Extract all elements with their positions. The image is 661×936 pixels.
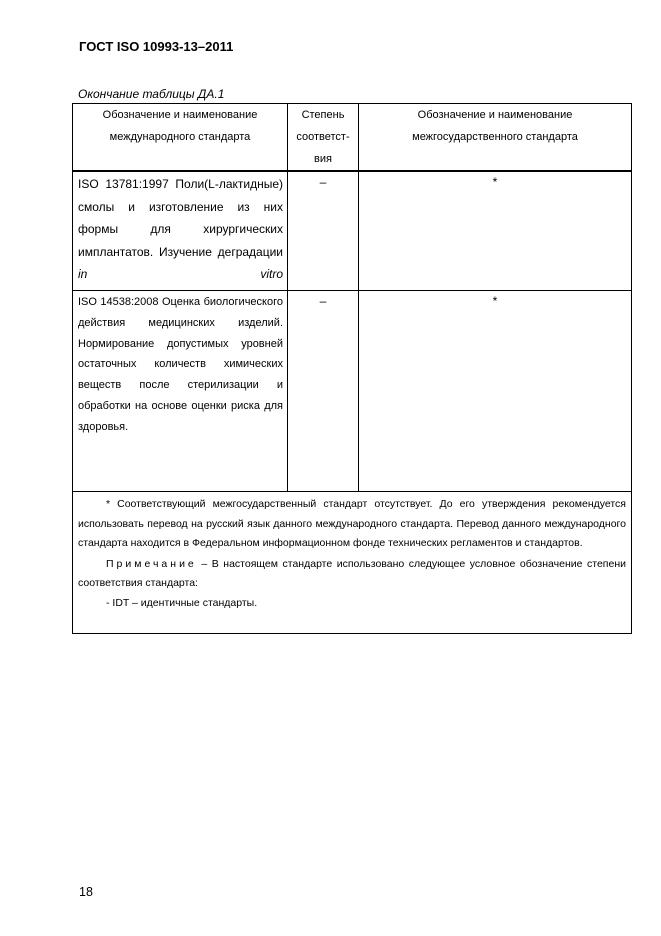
header-line: Обозначение и наименование	[417, 109, 573, 121]
international-standard-cell	[73, 171, 288, 291]
degree-cell: –	[288, 171, 359, 291]
table-row	[73, 171, 632, 291]
document-code: ГОСТ ISO 10993-13–2011	[79, 39, 234, 54]
note	[78, 555, 626, 594]
header-international-standard	[73, 104, 288, 172]
header-line: международного стандарта	[109, 131, 251, 143]
page-number: 18	[79, 885, 93, 899]
note-label: Примечание	[106, 557, 197, 570]
notes-cell	[73, 492, 632, 634]
standard-text: ISO 14538:2008 Оценка биологического действия медицинских изделий. Нормирование допустимых уровней остаточных количеств химических веществ после стерилизации и обработки на основе оценки риска для здоровья.	[78, 296, 283, 433]
footnote: * Соответствующий межгосударственный стандарт отсутствует. До его утверждения рекомендуется использовать перевод на русский язык данного международного стандарта. Перевод данного международного стандарта находится в Федеральном информационном фонде технических регламентов и стандартов.	[78, 498, 626, 549]
header-line: вия	[314, 153, 332, 165]
note-item: - IDT – идентичные стандарты.	[106, 596, 258, 609]
table-header-row	[73, 104, 632, 172]
international-standard-cell	[73, 291, 288, 492]
standards-table	[72, 103, 632, 634]
interstate-standard-cell: *	[359, 291, 632, 492]
standard-text-italic: in vitro	[78, 267, 283, 281]
standard-text: ISO 13781:1997 Поли(L-лактидные) смолы и изготовление из них формы для хирургических имплантатов. Изучение деградации	[78, 177, 283, 259]
notes-row	[73, 492, 632, 634]
header-degree	[288, 104, 359, 172]
degree-cell: –	[288, 291, 359, 492]
header-interstate-standard	[359, 104, 632, 172]
header-line: Степень	[301, 109, 345, 121]
table-row	[73, 291, 632, 492]
header-line: Обозначение и наименование	[102, 109, 258, 121]
note-text: – В настоящем стандарте использовано следующее условное обозначение степени соответствия стандарта:	[78, 557, 626, 589]
table-caption: Окончание таблицы ДА.1	[78, 87, 225, 101]
header-line: межгосударственного стандарта	[412, 131, 578, 143]
interstate-standard-cell: *	[359, 171, 632, 291]
header-line: соответст-	[296, 131, 350, 143]
